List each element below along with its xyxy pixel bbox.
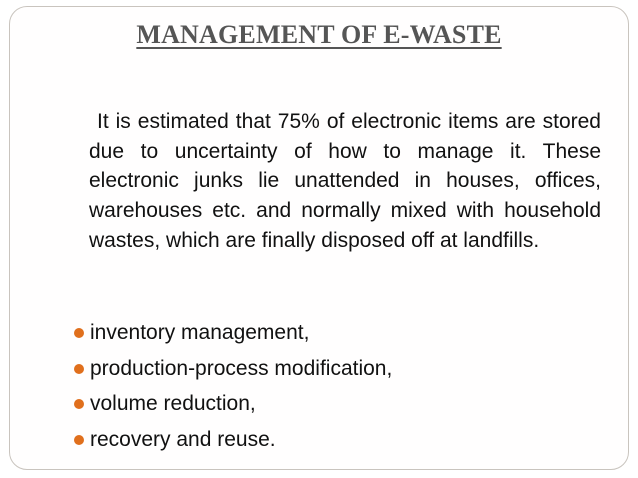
list-item [74, 354, 392, 390]
slide-title [0, 20, 638, 50]
bullet-icon [74, 435, 84, 445]
body-paragraph: It is estimated that 75% of electronic items are stored due to uncertainty of how to manage it. These electronic junks lie unattended in houses, offices, warehouses etc. and normally mixed with household wastes, which are finally disposed off at landfills. [89, 110, 601, 252]
slide-title-text: MANAGEMENT OF E-WASTE [136, 20, 502, 49]
bullet-icon [74, 328, 84, 338]
list-item [74, 389, 392, 425]
list-item [74, 318, 392, 354]
bullet-icon [74, 399, 84, 409]
list-item-text: volume reduction, [90, 392, 256, 415]
list-item-text: recovery and reuse. [90, 427, 276, 451]
list-item [74, 425, 392, 461]
list-item-text: inventory management, [90, 321, 310, 344]
bullet-icon [74, 364, 84, 374]
bullet-list [74, 318, 392, 460]
list-item-text: production-process modification, [90, 356, 393, 380]
